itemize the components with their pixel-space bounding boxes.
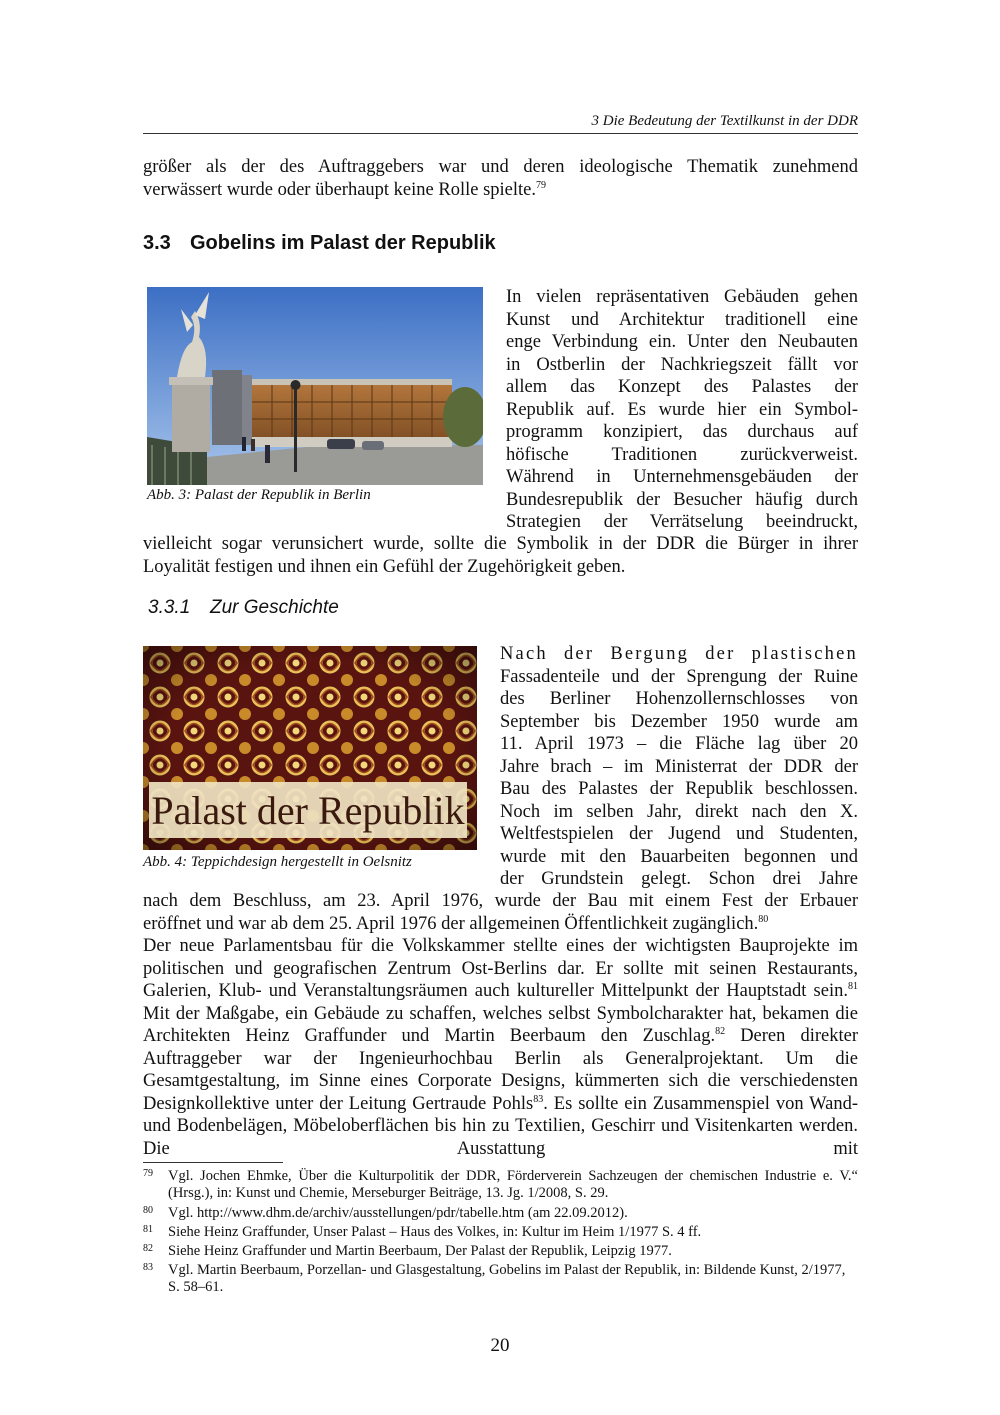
footnote-80 [143, 1205, 858, 1222]
footnote-text: Vgl. Martin Beerbaum, Porzellan- und Glasgestaltung, Gobelins im Palast der Republik, in: Bildende Kunst, 2/1977, S. 58–61. [168, 1262, 846, 1295]
intro-line-1: größer als der des Auftraggebers war und deren ideologische Thematik zunehmend [143, 157, 858, 177]
p2-line: Jahre brach – im Ministerrat der DDR der [500, 756, 858, 777]
footnote-separator [143, 1162, 283, 1163]
figure-3-caption: Abb. 3: Palast der Republik in Berlin [147, 487, 371, 503]
intro-paragraph [143, 156, 858, 201]
footnote-mark: 80 [143, 1205, 153, 1216]
footnote-mark: 81 [143, 1224, 153, 1235]
p1-line: in Ostberlin der Nachkriegszeit fällt vor [506, 354, 858, 375]
paragraph-1-full [143, 533, 858, 578]
footnote-ref-83[interactable]: 83 [533, 1093, 544, 1105]
subsection-heading [148, 597, 339, 619]
footnote-79 [143, 1168, 858, 1202]
paragraph-2-column [500, 643, 858, 891]
p2-line: 11. April 1973 – die Fläche lag über 20 [500, 734, 858, 754]
footnote-text: Vgl. Jochen Ehmke, Über die Kulturpolitik der DDR, Förderverein Sachzeugen der chemischen Industrie e. V.“ (Hrsg.), in: Kunst und Chemie, Merseburger Beiträge, 13. Jg. 1/2008, S. 29. [168, 1168, 858, 1201]
footnote-mark: 82 [143, 1243, 153, 1254]
footnote-ref-79[interactable]: 79 [536, 179, 546, 191]
p1-line: Kunst und Architektur traditionell eine [506, 309, 858, 330]
p1-line: Republik auf. Es wurde hier ein Symbol- [506, 399, 858, 420]
footnote-text: Siehe Heinz Graffunder, Unser Palast – Haus des Volkes, in: Kultur im Heim 1/1977 S. 4 ff. [168, 1224, 702, 1240]
p1-line: Strategien der Verrätselung beeindruckt, [506, 512, 858, 532]
section-title: Gobelins im Palast der Republik [190, 232, 496, 254]
p2-full-line-2: eröffnet und war ab dem 25. April 1976 der allgemeinen Öffentlichkeit zugänglich.$^{80}$ [143, 913, 769, 934]
p1-line: programm konzipiert, das durchaus auf [506, 422, 858, 442]
p1-line: höfische Traditionen zurückverweist. [506, 444, 858, 465]
p2-line: Fassadenteile und der Sprengung der Ruine [500, 666, 858, 687]
page-number: 20 [490, 1335, 510, 1356]
p2-line: Weltfestspielen der Jugend und Studenten, [500, 824, 858, 844]
p3-text: Der neue Parlamentsbau für die Volkskammer stellte eines der wichtigsten Bauprojekte im politischen und geografischen Zentrum Ost-Berlins dar. Er sollte mit seinen Restaurants, Galerien, Klub- und Veranstaltungsräumen auch kultureller Mittelpunkt der Hauptstadt sein.$^{81}$ Mit der Maßgabe, ein Gebäude zu schaffen, welches selbst Symbolcharakter hat, bekamen die Architekten Heinz Graffunder und Martin Beerbaum den Zuschlag.$^{82}$ Deren direkter Auftraggeber war der Ingenieurhochbau Berlin als Generalprojektant. Um die Gesamtgestaltung, im Sinne eines Corporate Designs, kümmerten sich die verschiedensten Designkollektive unter der Leitung Gertraude Pohls$^{83}$. Es sollte ein Zusammenspiel von Wand- und Bodenbelägen, Möbeloberflächen bis hin zu Textilien, Geschirr und Visitenkarten werden. Die Ausstattung mit [143, 936, 859, 1159]
footnote-81 [143, 1224, 858, 1241]
carpet-image [143, 646, 477, 850]
palast-photo-image [147, 287, 483, 485]
p2-line: wurde mit den Bauarbeiten begonnen und [500, 846, 858, 867]
carpet-title-text: Palast der Republik [151, 788, 465, 833]
footnote-text[interactable]: Vgl. http://www.dhm.de/archiv/ausstellungen/pdr/tabelle.htm (am 22.09.2012). [168, 1205, 628, 1221]
footnote-ref-81[interactable]: 81 [848, 980, 858, 992]
p1-line: enge Verbindung ein. Unter den Neubauten [506, 332, 858, 352]
p2-line: des Berliner Hohenzollernschlosses von [500, 689, 858, 709]
subsection-number: 3.3.1 [148, 597, 191, 618]
figure-4-caption: Abb. 4: Teppichdesign hergestellt in Oelsnitz [143, 854, 412, 870]
p1-full-line: Loyalität festigen und ihnen ein Gefühl der Zugehörigkeit geben. [143, 556, 626, 577]
paragraph-1-column [506, 286, 858, 534]
p1-line: allem das Konzept des Palastes der [506, 377, 858, 397]
p1-full-line: vielleicht sogar verunsichert wurde, sollte die Symbolik in der DDR die Bürger in ihrer [143, 534, 858, 554]
p2-line: September bis Dezember 1950 wurde am [500, 711, 858, 732]
running-head: 3 Die Bedeutung der Textilkunst in der DDR [143, 113, 858, 134]
p1-line: Während in Unternehmensgebäuden der [506, 467, 858, 487]
figure-carpet [143, 646, 477, 850]
section-heading [143, 232, 496, 255]
paragraph-2-full [143, 890, 858, 935]
figure-palast-photo [147, 287, 483, 485]
p1-line: In vielen repräsentativen Gebäuden gehen [506, 287, 858, 307]
paragraph-3 [143, 935, 858, 1160]
intro-line-2: verwässert wurde oder überhaupt keine Rolle spielte.$^{79}$ [143, 179, 546, 200]
p2-line: Noch im selben Jahr, direkt nach den X. [500, 801, 858, 822]
section-number: 3.3 [143, 232, 171, 254]
footnote-ref-80[interactable]: 80 [758, 913, 769, 925]
p2-line: Bau des Palastes der Republik beschlossen. [500, 779, 858, 799]
footnote-mark: 79 [143, 1168, 153, 1179]
footnote-83 [143, 1262, 858, 1296]
p2-line: Nach der Bergung der plastischen [500, 644, 858, 664]
footnote-mark: 83 [143, 1262, 153, 1273]
footnote-ref-82[interactable]: 82 [715, 1025, 726, 1037]
p2-line: der Grundstein gelegt. Schon drei Jahre [500, 869, 858, 889]
p1-line: Bundesrepublik der Besucher häufig durch [506, 489, 858, 510]
p2-full-line-1: nach dem Beschluss, am 23. April 1976, wurde der Bau mit einem Fest der Erbauer [143, 891, 858, 911]
footnote-82 [143, 1243, 858, 1260]
subsection-title: Zur Geschichte [210, 597, 339, 618]
footnote-text: Siehe Heinz Graffunder und Martin Beerbaum, Der Palast der Republik, Leipzig 1977. [168, 1243, 672, 1259]
